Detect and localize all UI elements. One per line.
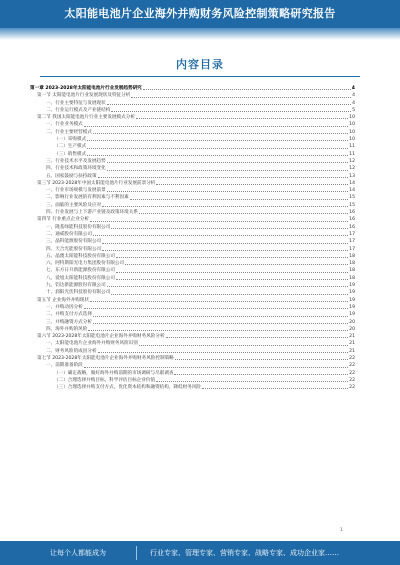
- footer-slogan: 让每个人都能成为: [50, 549, 106, 557]
- toc-entry[interactable]: [30, 85, 355, 92]
- toc-entry-text: 四、海外并购的风险: [46, 326, 88, 332]
- toc-entry[interactable]: [30, 92, 355, 99]
- toc-leader-dots: [156, 380, 348, 382]
- toc-entry[interactable]: [30, 202, 355, 209]
- toc-entry-page: 19: [349, 290, 355, 296]
- toc-entry-page: 16: [349, 224, 355, 230]
- toc-entry[interactable]: [30, 304, 355, 311]
- toc-entry-text: 二、并购支付方式选择: [46, 312, 92, 318]
- toc-leader-dots: [111, 227, 348, 229]
- toc-leader-dots: [88, 329, 348, 331]
- toc-leader-dots: [84, 366, 348, 368]
- toc-entry-page: 17: [349, 231, 355, 237]
- toc-entry-text: 第一章 2023-2028年太阳能电池片行业发展趋势研究: [30, 86, 142, 91]
- toc-entry-text: （一）采购模式: [54, 137, 87, 143]
- report-title: 太阳能电池片企业海外并购财务风险控制策略研究报告: [64, 7, 336, 20]
- toc-leader-dots: [116, 271, 348, 273]
- toc-entry-text: 二、财务风险的成因分析: [46, 348, 97, 354]
- toc-entry[interactable]: [30, 224, 355, 231]
- toc-entry-page: 19: [349, 283, 355, 289]
- toc-leader-dots: [202, 387, 348, 389]
- toc-entry-page: 14: [349, 188, 355, 194]
- toc-entry[interactable]: [30, 370, 355, 377]
- toc-entry-text: 三、行业技术水平及发展趋势: [46, 158, 106, 164]
- toc-entry-page: 18: [349, 253, 355, 259]
- toc-entry[interactable]: [30, 275, 355, 282]
- toc-entry-text: 第四节 行业重点企业分析: [37, 217, 89, 223]
- toc-entry[interactable]: [30, 340, 355, 347]
- toc-entry-text: 五、晶澳太阳能科技股份有限公司: [46, 253, 115, 259]
- toc-entry[interactable]: [30, 194, 355, 201]
- toc-entry-page: 22: [349, 370, 355, 376]
- toc-entry-text: 六、阿特斯阳光电力集团股份有限公司: [46, 261, 125, 267]
- toc-entry-text: 四、行业发展与上下游产业链及政策环境关系: [46, 210, 138, 216]
- page-header: [0, 0, 400, 40]
- toc-leader-dots: [175, 358, 348, 360]
- toc-entry-page: 5: [352, 107, 355, 113]
- toc-leader-dots: [111, 110, 351, 112]
- toc-entry-page: 22: [349, 385, 355, 391]
- toc-leader-dots: [156, 183, 348, 185]
- toc-entry[interactable]: [30, 333, 355, 340]
- toc-entry-text: 三、晶科能源股份有限公司: [46, 239, 102, 245]
- toc-entry-text: 一、行业市场规模与发展前景: [46, 188, 106, 194]
- toc-entry-page: 4: [352, 100, 355, 106]
- toc-leader-dots: [93, 234, 348, 236]
- toc-leader-dots: [90, 220, 348, 222]
- toc-leader-dots: [93, 315, 348, 317]
- toc-entry[interactable]: [30, 267, 355, 274]
- toc-entry[interactable]: [30, 289, 355, 296]
- toc-leader-dots: [98, 351, 349, 353]
- toc-entry-text: 二、影响行业发展的有利因素与不利因素: [46, 195, 129, 201]
- toc-entry-text: 一、行业主要特征与发展现状: [46, 100, 106, 106]
- toc-leader-dots: [139, 344, 348, 346]
- toc-leader-dots: [116, 256, 348, 258]
- toc-leader-dots: [130, 198, 348, 200]
- toc-entry[interactable]: [30, 348, 355, 355]
- toc-leader-dots: [136, 117, 348, 119]
- toc-leader-dots: [84, 307, 348, 309]
- toc-entry-text: 十、润阳光伏科技股份有限公司: [46, 290, 111, 296]
- toc-entry-text: 四、行业技术和政策环境变化: [46, 166, 106, 172]
- toc-entry-text: 二、通威股份有限公司: [46, 231, 92, 237]
- toc-entry-text: 七、东方日升新能源股份有限公司: [46, 268, 115, 274]
- toc-entry[interactable]: [30, 151, 355, 158]
- toc-entry-page: 13: [349, 173, 355, 179]
- toc-entry-text: 一、并购动因分析: [46, 304, 83, 310]
- toc-leader-dots: [98, 176, 349, 178]
- toc-entry-text: 三、并购融资方式分析: [46, 319, 92, 325]
- toc-entry[interactable]: [30, 238, 355, 245]
- toc-entry-text: 八、爱旭太阳能科技股份有限公司: [46, 275, 115, 281]
- toc-leader-dots: [87, 139, 348, 141]
- toc-entry[interactable]: [30, 121, 355, 128]
- toc-entry-page: 22: [349, 363, 355, 369]
- toc-entry-page: 22: [349, 377, 355, 383]
- toc-entry-text: 二、行业主要经营模式: [46, 129, 92, 135]
- toc-entry-page: 22: [349, 355, 355, 361]
- toc-leader-dots: [102, 249, 348, 251]
- toc-entry[interactable]: [30, 231, 355, 238]
- toc-entry[interactable]: [30, 158, 355, 165]
- toc-leader-dots: [116, 278, 348, 280]
- toc-leader-dots: [131, 96, 351, 98]
- toc-entry-page: 18: [349, 275, 355, 281]
- toc-entry-page: 19: [349, 297, 355, 303]
- toc-entry-page: 17: [349, 246, 355, 252]
- toc-entry[interactable]: [30, 107, 355, 114]
- toc-entry-page: 10: [349, 122, 355, 128]
- toc-entry-text: 五、国家鼓励与扶持政策: [46, 173, 97, 179]
- toc-divider: [40, 76, 360, 77]
- toc-entry-text: （二）合理选择并购目标，科学评估目标企业价值: [54, 377, 156, 383]
- page-footer: [0, 541, 400, 565]
- toc-entry[interactable]: [30, 311, 355, 318]
- toc-entry[interactable]: [30, 114, 355, 121]
- toc-entry[interactable]: [30, 187, 355, 194]
- toc-entry-page: 4: [351, 86, 355, 91]
- toc-entry-page: 4: [352, 93, 355, 99]
- toc-leader-dots: [174, 373, 348, 375]
- toc-leader-dots: [107, 190, 348, 192]
- toc-entry-text: 四、天合光能股份有限公司: [46, 246, 102, 252]
- toc-entry-text: 第二节 我国太阳能电池片行业主要发展模式分析: [37, 115, 135, 121]
- footer-tagline: 行业专家、管理专家、营销专家、战略专家、成功企业家……: [150, 549, 339, 557]
- toc-entry-page: 21: [349, 334, 355, 340]
- toc-entry[interactable]: [30, 136, 355, 143]
- toc-entry-text: （三）销售模式: [54, 151, 87, 157]
- toc-entry-text: 一、隆基绿能科技股份有限公司: [46, 224, 111, 230]
- toc-entry-page: 14: [349, 180, 355, 186]
- toc-leader-dots: [125, 263, 348, 265]
- toc-entry-text: 九、钧达新能源股份有限公司: [46, 283, 106, 289]
- toc-entry[interactable]: [30, 377, 355, 384]
- toc-entry-text: 三、面临的主要风险及应对: [46, 202, 102, 208]
- toc-entry[interactable]: [30, 319, 355, 326]
- toc-entry-page: 11: [349, 144, 355, 150]
- toc-entry[interactable]: [30, 173, 355, 180]
- toc-entry-text: 二、行业运行模式及产业链结构: [46, 107, 111, 113]
- toc-entry-text: 第五节 企业海外并购现状: [37, 297, 89, 303]
- toc-entry-page: 19: [349, 304, 355, 310]
- toc-entry[interactable]: [30, 216, 355, 223]
- toc-entry[interactable]: [30, 260, 355, 267]
- toc-entry-text: （一）确定战略，做好海外并购前期的市场调研与尽职调查: [54, 370, 174, 376]
- toc-entry-page: 10: [349, 115, 355, 121]
- toc-entry-text: （三）合理选择并购支付方式，优化资本结构和融资结构，降低财务风险: [54, 385, 202, 391]
- toc-entry-text: （二）生产模式: [54, 144, 87, 150]
- toc-entry[interactable]: [30, 355, 355, 362]
- toc-entry[interactable]: [30, 165, 355, 172]
- toc-entry-page: 10: [349, 137, 355, 143]
- toc-entry-text: 一、前期准备阶段: [46, 363, 83, 369]
- toc-entry-page: 15: [349, 195, 355, 201]
- toc-leader-dots: [87, 147, 348, 149]
- toc-leader-dots: [107, 103, 351, 105]
- toc-entry-text: 一、行业业务模式: [46, 122, 83, 128]
- toc-entry[interactable]: [30, 297, 355, 304]
- toc-entry[interactable]: [30, 209, 355, 216]
- page-number: 1: [340, 528, 343, 533]
- toc-entry[interactable]: [30, 253, 355, 260]
- toc-entry[interactable]: [30, 129, 355, 136]
- toc-leader-dots: [102, 242, 348, 244]
- toc-leader-dots: [84, 125, 348, 127]
- toc-entry-page: 16: [349, 217, 355, 223]
- toc-leader-dots: [93, 322, 348, 324]
- toc-entry-page: 12: [349, 158, 355, 164]
- table-of-contents: [30, 85, 355, 391]
- toc-entry[interactable]: [30, 362, 355, 369]
- toc-entry[interactable]: [30, 282, 355, 289]
- toc-entry-text: 第三节 2023-2028年中国太阳能电池片行业发展前景分析: [37, 180, 156, 186]
- toc-entry-page: 18: [349, 261, 355, 267]
- toc-leader-dots: [107, 161, 348, 163]
- toc-entry-page: 19: [349, 312, 355, 318]
- footer-divider: [136, 546, 137, 560]
- toc-entry-page: 20: [349, 319, 355, 325]
- toc-leader-dots: [111, 293, 348, 295]
- toc-entry[interactable]: [30, 384, 355, 391]
- toc-entry[interactable]: [30, 143, 355, 150]
- toc-entry-text: 第七节 2023-2028年太阳能电池片企业海外并购财务风险控制策略: [37, 355, 174, 361]
- toc-entry-page: 16: [349, 210, 355, 216]
- toc-leader-dots: [107, 285, 348, 287]
- toc-entry-text: 第六节 2023-2028年太阳能电池片企业海外并购财务风险分析: [37, 334, 165, 340]
- toc-entry[interactable]: [30, 180, 355, 187]
- toc-entry-page: 20: [349, 326, 355, 332]
- toc-entry-page: 12: [349, 166, 355, 172]
- toc-entry[interactable]: [30, 246, 355, 253]
- toc-leader-dots: [143, 88, 351, 90]
- toc-entry-page: 10: [349, 129, 355, 135]
- toc-entry-page: 11: [349, 151, 355, 157]
- toc-leader-dots: [139, 212, 348, 214]
- toc-leader-dots: [87, 154, 348, 156]
- toc-leader-dots: [102, 205, 348, 207]
- toc-leader-dots: [90, 300, 348, 302]
- header-band: [0, 28, 400, 40]
- toc-entry[interactable]: [30, 326, 355, 333]
- toc-leader-dots: [107, 169, 348, 171]
- toc-entry-page: 18: [349, 268, 355, 274]
- toc-entry-text: 一、太阳能电池片企业海外并购财务风险识别: [46, 341, 138, 347]
- toc-entry-page: 17: [349, 239, 355, 245]
- toc-entry-page: 15: [349, 202, 355, 208]
- toc-entry[interactable]: [30, 100, 355, 107]
- toc-leader-dots: [93, 132, 348, 134]
- toc-entry-page: 21: [349, 348, 355, 354]
- toc-entry-text: 第一节 太阳能电池片行业发展现状及特征分析: [37, 93, 131, 99]
- toc-leader-dots: [166, 336, 349, 338]
- toc-entry-page: 21: [349, 341, 355, 347]
- toc-title: 内容目录: [176, 58, 224, 71]
